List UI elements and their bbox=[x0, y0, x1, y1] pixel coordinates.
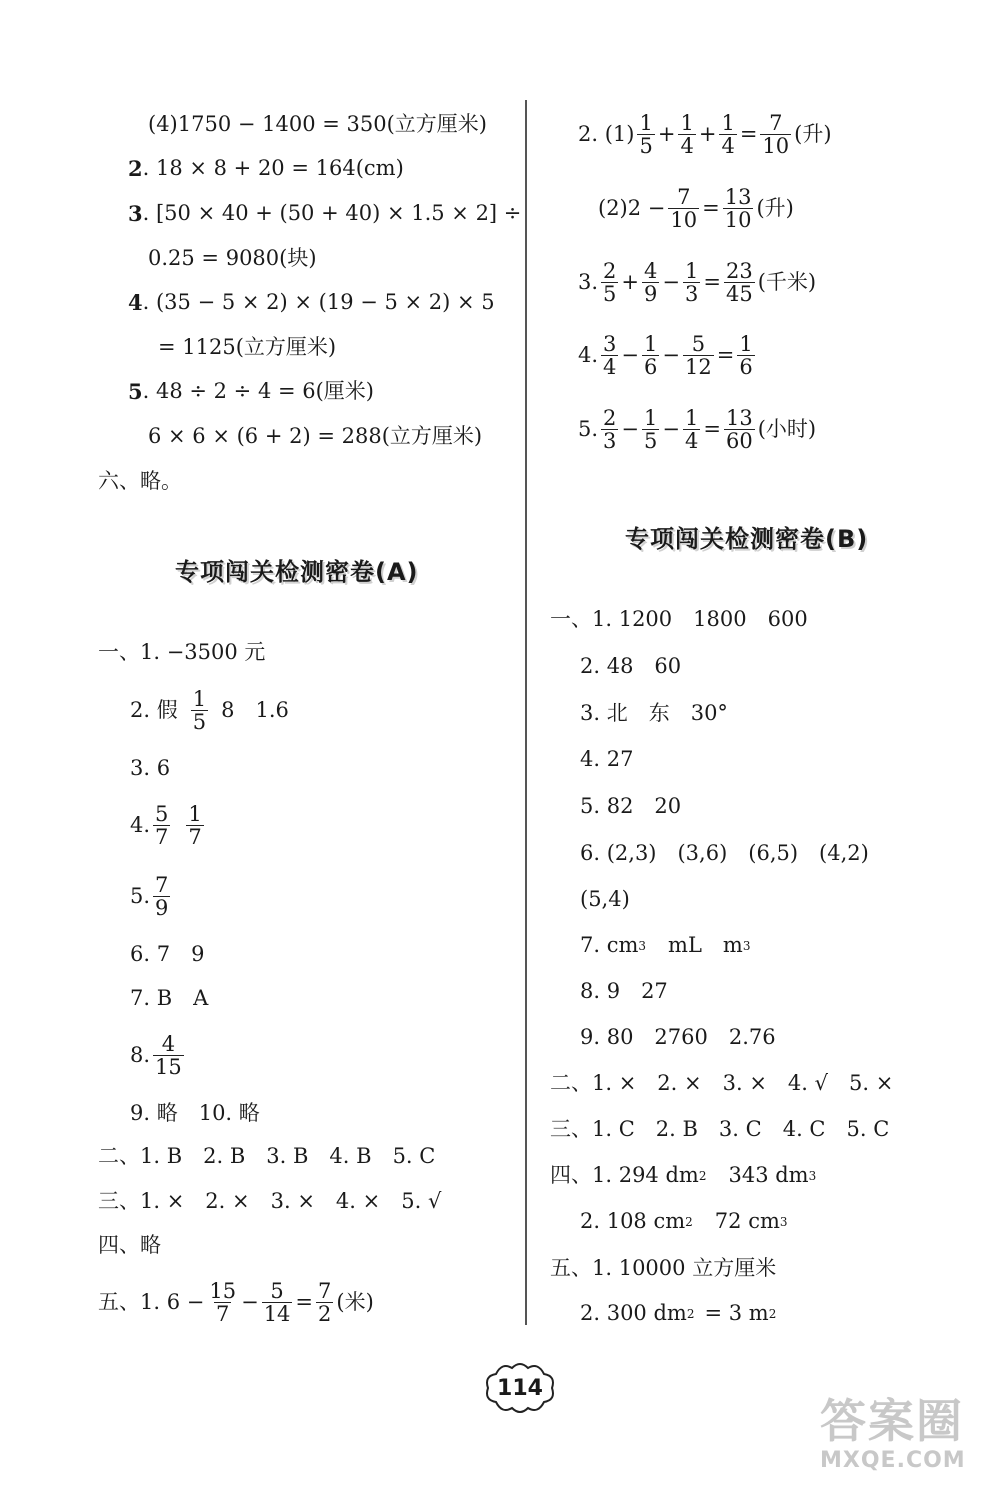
a-q1-8: 8. $\frac{4}{15}$ bbox=[130, 1032, 182, 1080]
fraction: $\frac{1}{6}$ bbox=[739, 332, 753, 380]
page-number: 114 bbox=[497, 1375, 543, 1401]
b-q1-6b: (5,4) bbox=[580, 887, 630, 911]
fraction: $\frac{4}{9}$ bbox=[644, 259, 658, 307]
left-line-6: 六、略。 bbox=[98, 469, 182, 493]
b-q1-5: 5. 82 20 bbox=[580, 794, 682, 818]
fraction: $\frac{1}{4}$ bbox=[721, 111, 735, 159]
fraction: $\frac{7}{2}$ bbox=[318, 1279, 332, 1327]
b-q3: 三、1. C 2. B 3. C 4. C 5. C bbox=[550, 1117, 890, 1141]
a-q1-4: 4. $\frac{5}{7}$ $\frac{1}{7}$ bbox=[130, 802, 202, 850]
fraction: $\frac{7}{9}$ bbox=[155, 873, 169, 921]
fraction: $\frac{2}{5}$ bbox=[603, 259, 617, 307]
a-q2: 二、1. B 2. B 3. B 4. B 5. C bbox=[98, 1144, 436, 1168]
fraction: $\frac{23}{45}$ bbox=[726, 259, 753, 307]
a-q1-6: 6. 7 9 bbox=[130, 942, 205, 966]
left-line-4: 4 . (35 − 5 × 2) × (19 − 5 × 2) × 5 bbox=[128, 290, 495, 315]
b-q1-9: 9. 80 2760 2.76 bbox=[580, 1025, 776, 1049]
fraction: $\frac{5}{7}$ bbox=[155, 802, 169, 850]
fraction: $\frac{1}{5}$ bbox=[192, 687, 207, 735]
fraction: $\frac{5}{14}$ bbox=[263, 1279, 291, 1327]
right-line-5: 5. $\frac{2}{3}$ − $\frac{1}{5}$ − $\frac{1}{4}$ = $\frac{13}{60}$ (小时) bbox=[578, 406, 817, 454]
fraction: $\frac{7}{10}$ bbox=[762, 111, 790, 159]
section-title-b: 专项闯关检测密卷(B) bbox=[625, 525, 869, 553]
watermark bbox=[820, 1394, 995, 1488]
fraction: $\frac{1}{6}$ bbox=[644, 332, 658, 380]
a-q5: 五、1. 6 − $\frac{15}{7}$ − $\frac{5}{14}$ = $\frac{7}{2}$ (米) bbox=[98, 1279, 374, 1327]
fraction: $\frac{7}{10}$ bbox=[670, 185, 698, 233]
fraction: $\frac{1}{5}$ bbox=[639, 111, 653, 159]
a-q1-9: 9. 略 10. 略 bbox=[130, 1101, 260, 1125]
left-line-5b: 6 × 6 × (6 + 2) = 288(立方厘米) bbox=[148, 424, 483, 448]
b-q5-1: 五、1. 10000 立方厘米 bbox=[550, 1256, 777, 1280]
left-line-2: 2 . 18 × 8 + 20 = 164(cm) bbox=[128, 156, 404, 181]
left-line-5: 5 . 48 ÷ 2 ÷ 4 = 6(厘米) bbox=[128, 379, 375, 404]
fraction: $\frac{1}{7}$ bbox=[188, 802, 202, 850]
left-line-1: (4)1750 − 1400 = 350(立方厘米) bbox=[148, 112, 487, 136]
right-line-4: 4. $\frac{3}{4}$ − $\frac{1}{6}$ − $\frac{5}{12}$ = $\frac{1}{6}$ bbox=[578, 332, 753, 380]
fraction: $\frac{1}{3}$ bbox=[685, 259, 699, 307]
page-number-badge bbox=[482, 1360, 558, 1416]
left-line-3b: 0.25 = 9080(块) bbox=[148, 246, 317, 270]
right-line-2-1: 2. (1) $\frac{1}{5}$ + $\frac{1}{4}$ + $\frac{1}{4}$ = $\frac{7}{10}$ (升) bbox=[578, 111, 832, 159]
watermark-logo: 答案圈 bbox=[820, 1394, 964, 1448]
a-q1-2: 2. 假 $\frac{1}{5}$ 8 1.6 bbox=[130, 687, 289, 735]
b-q1-2: 2. 48 60 bbox=[580, 654, 682, 678]
fraction: $\frac{5}{12}$ bbox=[685, 332, 712, 380]
right-line-2-2: (2)2 − $\frac{7}{10}$ = $\frac{13}{10}$ (升) bbox=[598, 185, 794, 233]
b-q1-8: 8. 9 27 bbox=[580, 979, 668, 1003]
b-q1-1: 一、1. 1200 1800 600 bbox=[550, 607, 808, 631]
b-q5-2: 2. 300 dm 2 = 3 m 2 bbox=[580, 1301, 777, 1325]
fraction: $\frac{13}{10}$ bbox=[724, 185, 752, 233]
column-divider bbox=[525, 100, 527, 1325]
fraction: $\frac{3}{4}$ bbox=[603, 332, 617, 380]
a-q1-3: 3. 6 bbox=[130, 756, 171, 780]
b-q1-6: 6. (2,3) (3,6) (6,5) (4,2) bbox=[580, 841, 869, 865]
b-q2: 二、1. × 2. × 3. × 4. √ 5. × bbox=[550, 1071, 894, 1095]
a-q1-1: 一、1. −3500 元 bbox=[98, 640, 266, 664]
fraction: $\frac{15}{7}$ bbox=[209, 1279, 237, 1327]
a-q1-5: 5. $\frac{7}{9}$ bbox=[130, 873, 169, 921]
a-q1-7: 7. B A bbox=[130, 986, 209, 1010]
b-q1-4: 4. 27 bbox=[580, 747, 634, 771]
fraction: $\frac{1}{5}$ bbox=[644, 406, 658, 454]
b-q4-1: 四、1. 294 dm 2 343 dm 3 bbox=[550, 1163, 817, 1187]
b-q4-2: 2. 108 cm 2 72 cm 3 bbox=[580, 1209, 788, 1233]
a-q3: 三、1. × 2. × 3. × 4. × 5. √ bbox=[98, 1189, 442, 1213]
fraction: $\frac{1}{4}$ bbox=[680, 111, 694, 159]
fraction: $\frac{13}{60}$ bbox=[726, 406, 753, 454]
left-line-3: 3 . [50 × 40 + (50 + 40) × 1.5 × 2] ÷ bbox=[128, 201, 522, 226]
right-line-3: 3. $\frac{2}{5}$ + $\frac{4}{9}$ − $\frac{1}{3}$ = $\frac{23}{45}$ (千米) bbox=[578, 259, 817, 307]
a-q4: 四、略 bbox=[98, 1233, 161, 1257]
fraction: $\frac{2}{3}$ bbox=[603, 406, 617, 454]
b-q1-7: 7. cm 3 mL m 3 bbox=[580, 933, 751, 957]
fraction: $\frac{4}{15}$ bbox=[155, 1032, 182, 1080]
section-title-a: 专项闯关检测密卷(A) bbox=[175, 558, 419, 586]
left-line-4b: = 1125(立方厘米) bbox=[158, 335, 337, 359]
b-q1-3: 3. 北 东 30° bbox=[580, 701, 728, 725]
watermark-url: MXQE.COM bbox=[820, 1448, 966, 1473]
fraction: $\frac{1}{4}$ bbox=[685, 406, 699, 454]
